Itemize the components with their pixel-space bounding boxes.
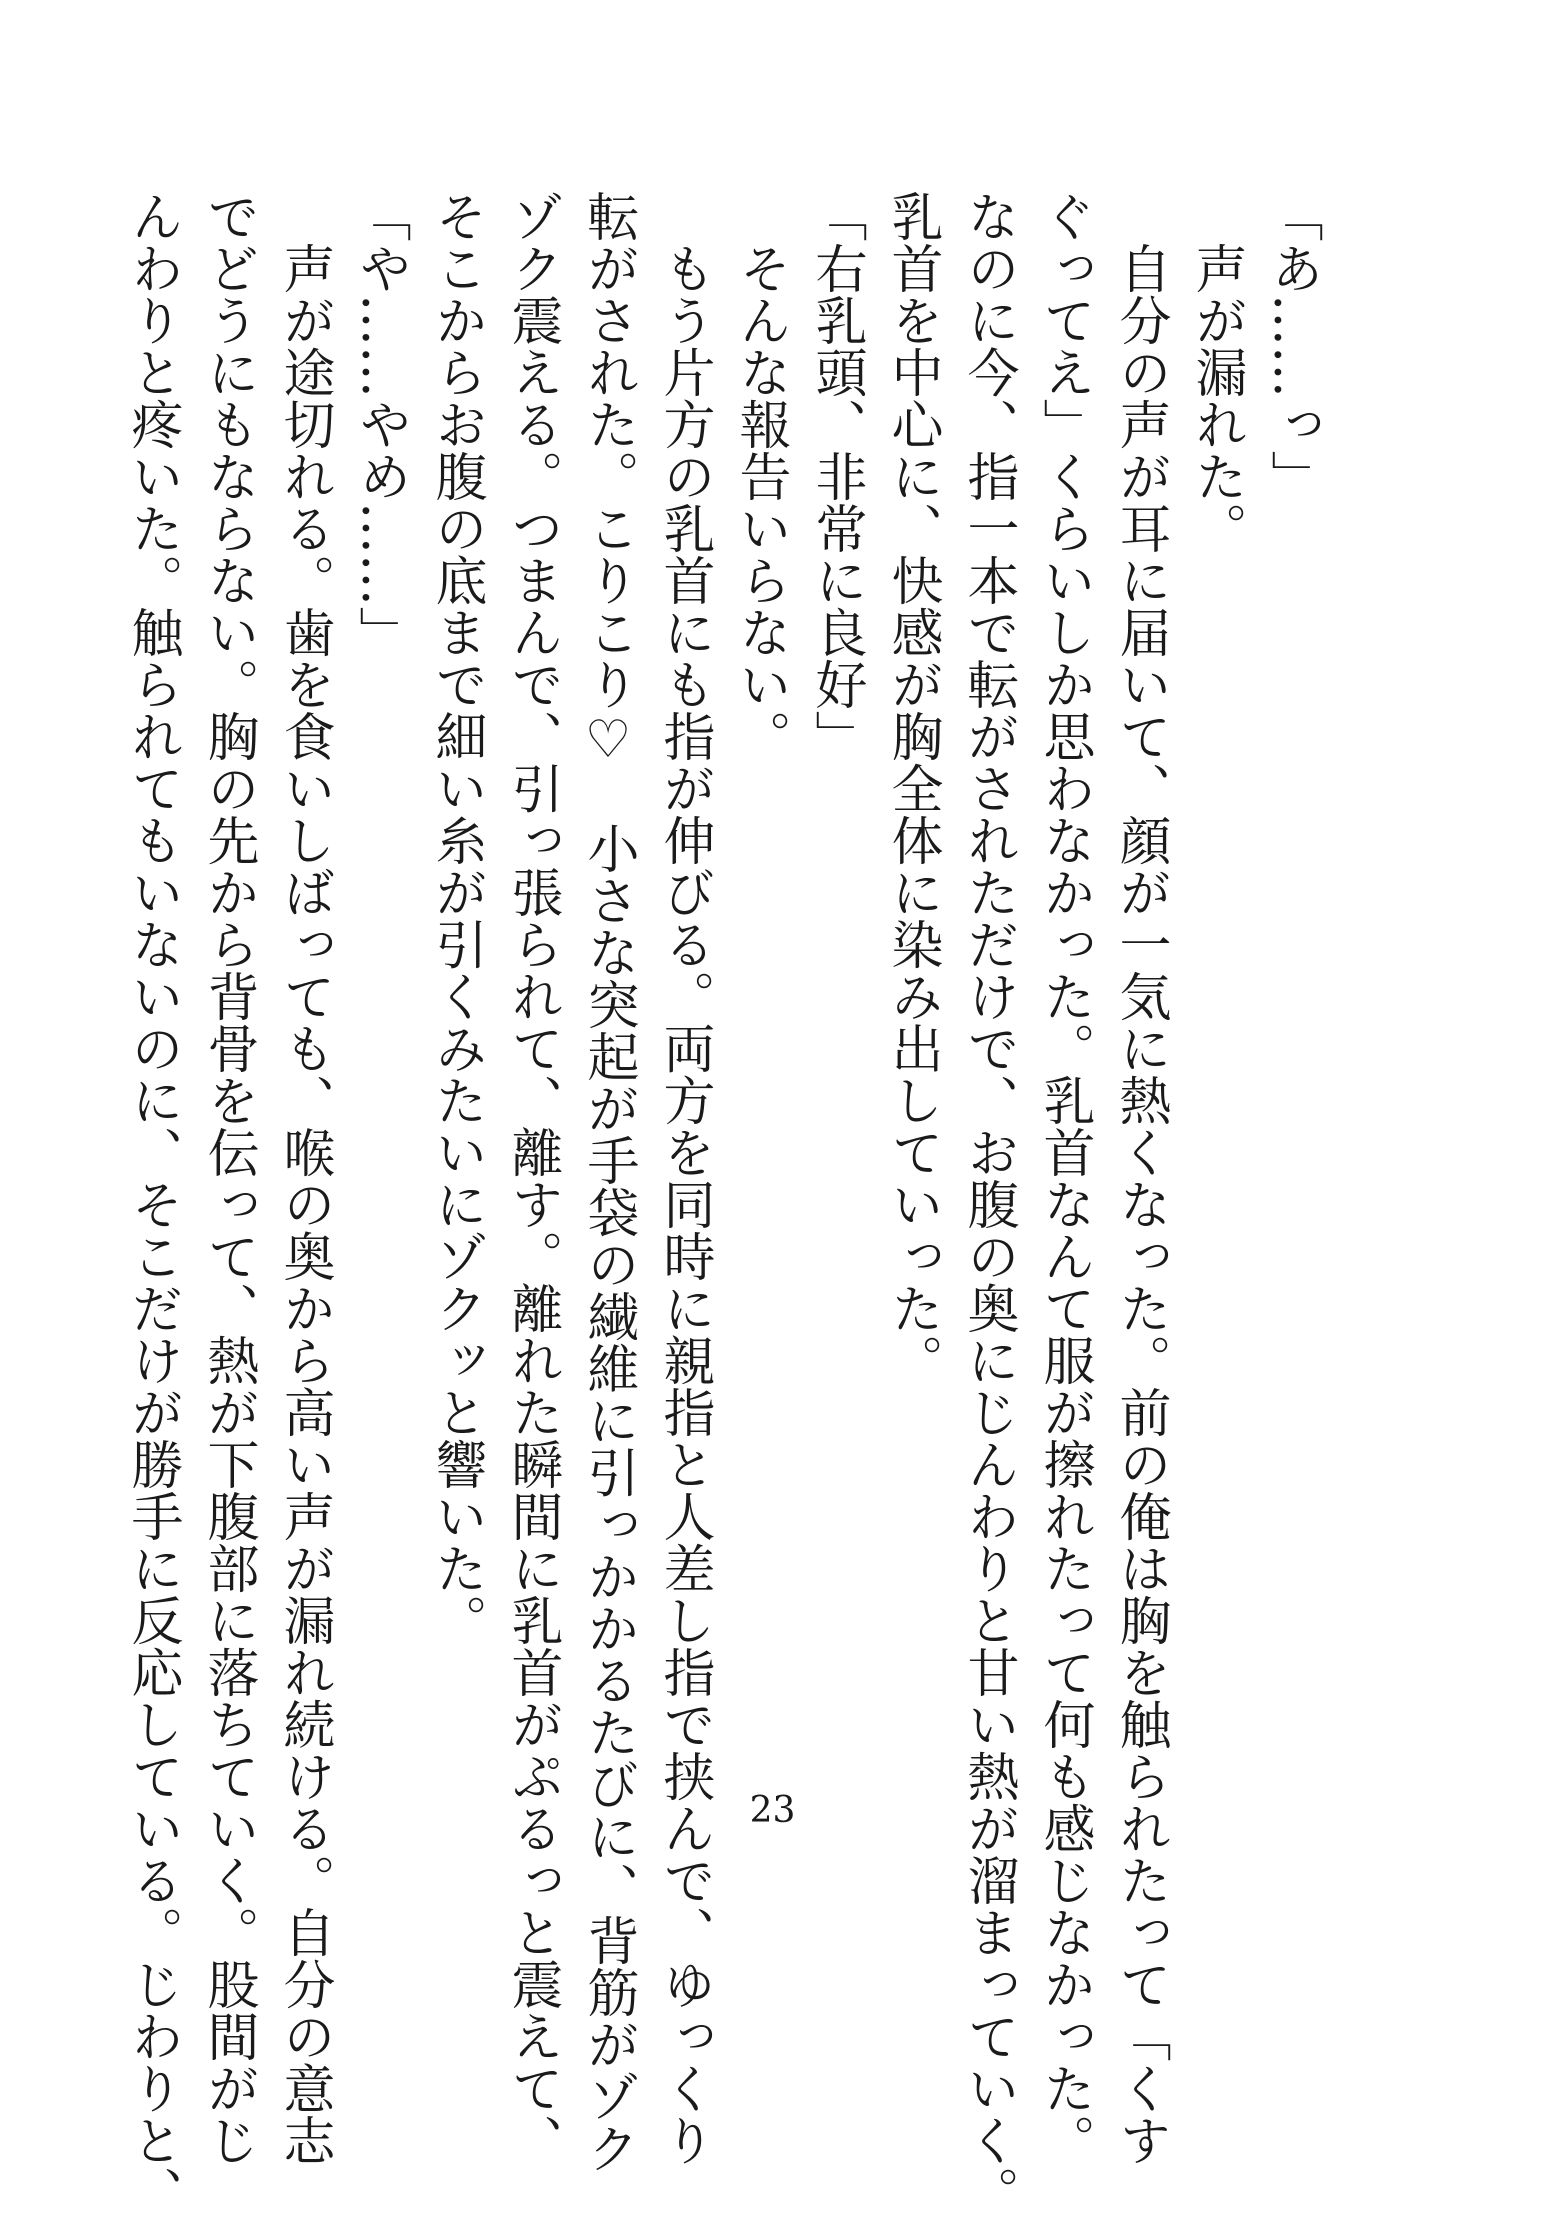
text-line: んわりと疼いた。触られてもいないのに、そこだけが勝手に反応している。じわりと、 xyxy=(122,190,182,2218)
page-number: 23 xyxy=(749,1790,796,1831)
text-line: 「あ……っ」 xyxy=(1262,190,1322,502)
text-line: そこからお腹の底まで細い糸が引くみたいにゾクッと響いた。 xyxy=(426,190,486,1646)
vertical-text-body xyxy=(122,190,1330,2218)
text-line: 乳首を中心に、快感が胸全体に染み出していった。 xyxy=(882,190,942,1386)
text-line: 転がされた。こりこり♡ 小さな突起が手袋の繊維に引っかかるたびに、背筋がゾク xyxy=(578,190,638,2174)
text-line: ゾク震える。つまんで、引っ張られて、離す。離れた瞬間に乳首がぷるっと震えて、 xyxy=(502,190,562,2166)
text-line: 「右乳頭、非常に良好」 xyxy=(806,190,866,762)
text-line: ぐってえ」くらいしか思わなかった。乳首なんて服が擦れたって何も感じなかった。 xyxy=(1034,190,1094,2166)
text-line: なのに今、指一本で転がされただけで、お腹の奥にじんわりと甘い熱が溜まっていく。 xyxy=(958,190,1018,2218)
text-line: でどうにもならない。胸の先から背骨を伝って、熱が下腹部に落ちていく。股間がじ xyxy=(198,190,258,2166)
text-line: 自分の声が耳に届いて、顔が一気に熱くなった。前の俺は胸を触られたって「くす xyxy=(1110,190,1170,2166)
text-line: そんな報告いらない。 xyxy=(730,190,790,762)
text-line: もう片方の乳首にも指が伸びる。両方を同時に親指と人差し指で挟んで、ゆっくり xyxy=(654,190,714,2166)
text-line: 「や……やめ……」 xyxy=(350,190,410,658)
text-line: 声が途切れる。歯を食いしばっても、喉の奥から高い声が漏れ続ける。自分の意志 xyxy=(274,190,334,2166)
text-line: 声が漏れた。 xyxy=(1186,190,1246,554)
